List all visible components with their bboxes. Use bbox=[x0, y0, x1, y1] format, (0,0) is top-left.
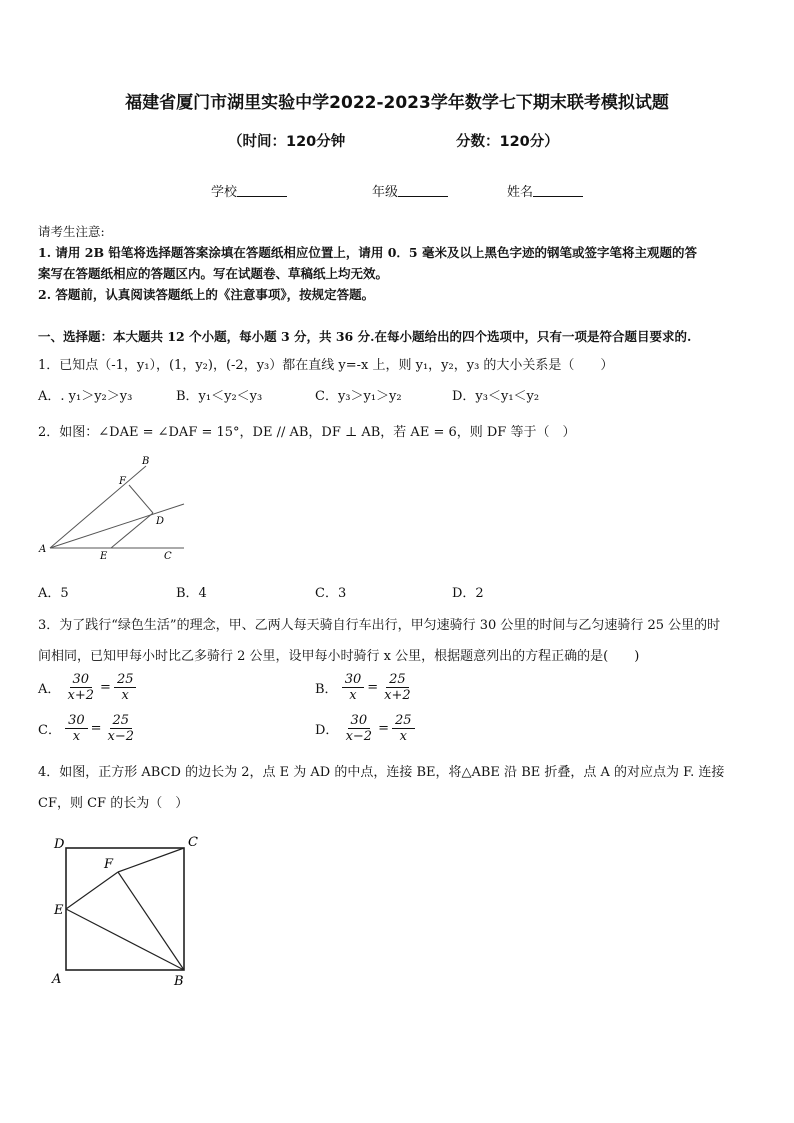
q4-figure bbox=[46, 830, 208, 992]
q3-d-num-1: 30 bbox=[348, 713, 371, 729]
school-field bbox=[211, 181, 287, 200]
q3-b-fraction-left bbox=[342, 672, 365, 703]
q2-label-f: F bbox=[119, 476, 126, 487]
q2-label-a: A bbox=[39, 544, 47, 555]
q2-option-d[interactable]: D．2 bbox=[452, 586, 484, 601]
q3-a-den-2: x bbox=[121, 688, 129, 703]
q2-option-b[interactable]: B．4 bbox=[176, 586, 207, 601]
q3-b-num-2: 25 bbox=[386, 672, 409, 688]
q3-d-fraction-left bbox=[343, 713, 376, 744]
q4-label-e: E bbox=[54, 903, 64, 918]
q2-segment-ed bbox=[111, 513, 153, 548]
q3-d-fraction-right bbox=[392, 713, 415, 744]
q3-c-equals: = bbox=[90, 721, 102, 736]
q3-a-num-1: 30 bbox=[70, 672, 93, 688]
q3-d-den-1: x−2 bbox=[345, 729, 373, 744]
notice-heading: 请考生注意: bbox=[38, 224, 105, 239]
q2-option-a[interactable]: A．5 bbox=[38, 586, 69, 601]
q3-option-c[interactable] bbox=[38, 713, 137, 744]
notice-item-2: 2. 答题前，认真阅读答题纸上的《注意事项》，按规定答题。 bbox=[38, 287, 375, 302]
q3-option-a[interactable] bbox=[38, 672, 136, 703]
q3-a-fraction-left bbox=[65, 672, 98, 703]
q2-label-b: B bbox=[142, 456, 150, 467]
q2-segment-fd bbox=[129, 485, 153, 513]
notice-block bbox=[38, 221, 758, 305]
section-1-heading: 一、选择题：本大题共 12 个小题，每小题 3 分，共 36 分.在每小题给出的四个选项中，只有一项是符合题目要求的. bbox=[38, 329, 692, 344]
q3-c-num-1: 30 bbox=[65, 713, 88, 729]
q3-option-b-label: B． bbox=[315, 682, 338, 697]
q3-d-den-2: x bbox=[399, 729, 407, 744]
q3-b-fraction-right bbox=[381, 672, 414, 703]
q4-stem-line-1: 4．如图，正方形 ABCD 的边长为 2，点 E 为 AD 的中点，连接 BE，将△ABE 沿 BE 折叠，点 A 的对应点为 F. 连接 bbox=[38, 765, 725, 780]
q1-option-c[interactable]: C．y₃＞y₁＞y₂ bbox=[315, 389, 402, 404]
school-blank[interactable] bbox=[237, 184, 287, 197]
exam-time: （时间：120分钟 bbox=[228, 134, 346, 150]
grade-label: 年级 bbox=[372, 185, 399, 200]
q3-b-den-2: x+2 bbox=[384, 688, 411, 703]
exam-title: 福建省厦门市湖里实验中学2022-2023学年数学七下期末联考模拟试题 bbox=[125, 93, 669, 113]
q4-segment-ef bbox=[66, 872, 118, 909]
q3-option-a-label: A． bbox=[38, 682, 61, 697]
q3-b-num-1: 30 bbox=[342, 672, 365, 688]
q3-c-fraction-right bbox=[105, 713, 138, 744]
q2-label-d: D bbox=[156, 516, 165, 527]
q4-label-f: F bbox=[104, 857, 114, 872]
q4-segment-fc bbox=[118, 848, 184, 872]
q2-label-c: C bbox=[164, 551, 172, 562]
q3-a-fraction-right bbox=[114, 672, 137, 703]
q3-option-b[interactable] bbox=[315, 672, 414, 703]
grade-field bbox=[372, 181, 448, 200]
school-label: 学校 bbox=[211, 185, 238, 200]
notice-item-1b: 案写在答题纸相应的答题区内。写在试题卷、草稿纸上均无效。 bbox=[38, 266, 389, 281]
q3-option-c-label: C． bbox=[38, 723, 61, 738]
q3-d-num-2: 25 bbox=[392, 713, 415, 729]
q4-label-d: D bbox=[54, 837, 65, 852]
exam-score: 分数：120分） bbox=[456, 134, 559, 150]
q1-option-a[interactable]: A．. y₁＞y₂＞y₃ bbox=[38, 389, 133, 404]
q1-stem: 1．已知点（-1，y₁），(1，y₂)，(-2，y₃）都在直线 y=-x 上，则 y₁，y₂，y₃ 的大小关系是（ ） bbox=[38, 358, 614, 373]
q1-option-d[interactable]: D．y₃＜y₁＜y₂ bbox=[452, 389, 540, 404]
q3-stem-line-1: 3．为了践行“绿色生活”的理念，甲、乙两人每天骑自行车出行，甲匀速骑行 30 公里的时间与乙匀速骑行 25 公里的时 bbox=[38, 618, 721, 633]
q3-c-den-1: x bbox=[72, 729, 81, 744]
q2-option-c[interactable]: C．3 bbox=[315, 586, 347, 601]
q3-b-equals: = bbox=[367, 680, 379, 695]
q4-label-b: B bbox=[174, 974, 184, 989]
q2-figure bbox=[36, 452, 196, 564]
notice-item-1a: 1. 请用 2B 铅笔将选择题答案涂填在答题纸相应位置上，请用 0．5 毫米及以上黑色字迹的钢笔或签字笔将主观题的答 bbox=[38, 245, 697, 260]
q3-d-equals: = bbox=[378, 721, 389, 736]
q4-segment-eb bbox=[66, 909, 184, 970]
q3-a-num-2: 25 bbox=[114, 672, 137, 688]
q3-a-equals: = bbox=[100, 680, 111, 695]
q2-stem: 2．如图：∠DAE = ∠DAF = 15°，DE // AB，DF ⊥ AB，若 AE = 6，则 DF 等于（ ） bbox=[38, 425, 576, 440]
q3-c-den-2: x−2 bbox=[107, 729, 135, 744]
q3-b-den-1: x bbox=[349, 688, 357, 703]
q4-label-c: C bbox=[188, 835, 198, 850]
grade-blank[interactable] bbox=[398, 184, 448, 197]
q2-ray-ab bbox=[50, 466, 146, 548]
q4-square-abcd bbox=[66, 848, 184, 970]
q3-option-d-label: D． bbox=[315, 723, 339, 738]
q3-c-fraction-left bbox=[65, 713, 88, 744]
q4-label-a: A bbox=[52, 972, 62, 987]
name-blank[interactable] bbox=[533, 184, 583, 197]
name-label: 姓名 bbox=[507, 185, 534, 200]
q1-option-b[interactable]: B．y₁＜y₂＜y₃ bbox=[176, 389, 263, 404]
q3-c-num-2: 25 bbox=[110, 713, 133, 729]
name-field bbox=[507, 181, 583, 200]
q2-label-e: E bbox=[100, 551, 108, 562]
q3-option-d[interactable] bbox=[315, 713, 415, 744]
q4-stem-line-2: CF，则 CF 的长为（ ） bbox=[38, 796, 189, 811]
q3-stem-line-2: 间相同，已知甲每小时比乙多骑行 2 公里，设甲每小时骑行 x 公里，根据题意列出的方程正确的是( ) bbox=[38, 649, 640, 664]
q4-segment-fb bbox=[118, 872, 184, 970]
q3-a-den-1: x+2 bbox=[67, 688, 95, 703]
